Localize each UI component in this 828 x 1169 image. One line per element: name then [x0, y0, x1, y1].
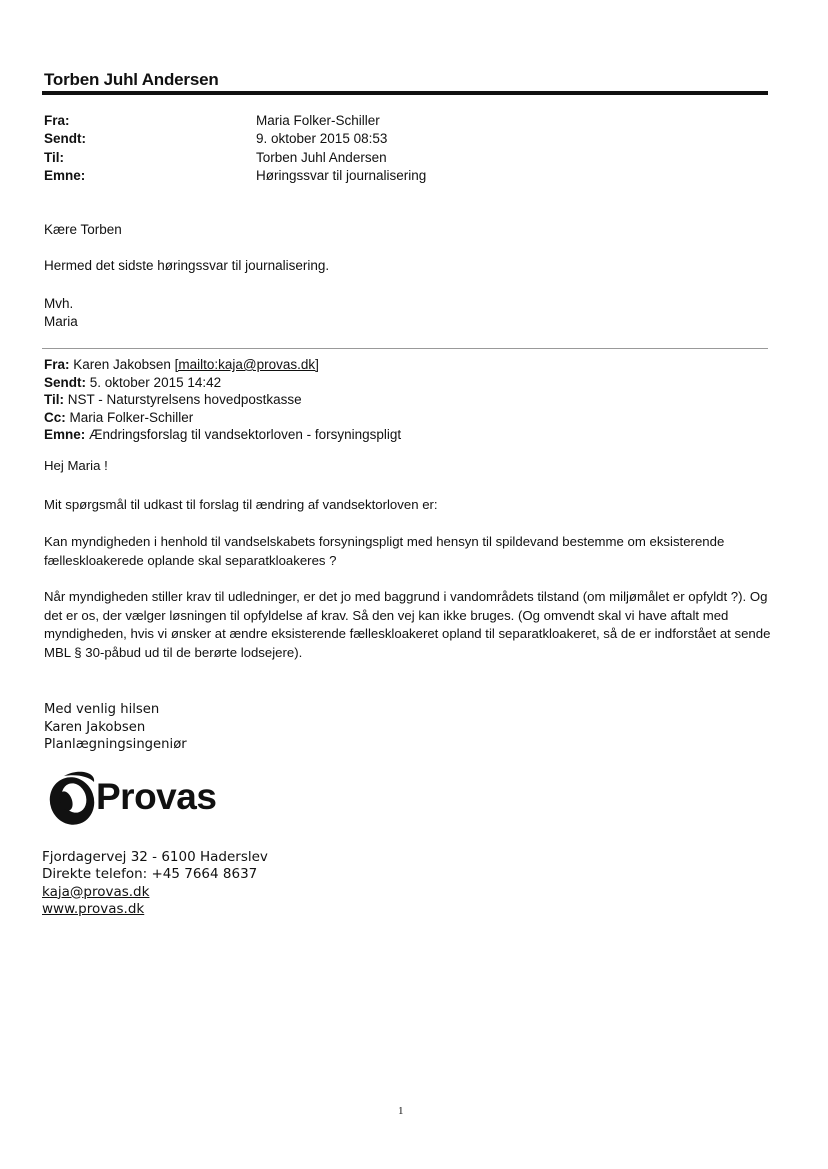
header-key: Emne: [44, 167, 86, 183]
header-value: Torben Juhl Andersen [256, 149, 387, 165]
message-greeting: Hej Maria ! [44, 458, 108, 473]
signature-line3: Planlægningsingeniør [44, 737, 187, 752]
fwd-from-value: Karen Jakobsen [73, 357, 171, 372]
contact-block [42, 849, 268, 918]
header-row-sent [44, 130, 426, 148]
fwd-subject-label: Emne: [44, 427, 86, 442]
reply-line: Hermed det sidste høringssvar til journalisering. [44, 258, 330, 273]
fwd-to-label: Til: [44, 392, 64, 407]
header-row-from [44, 112, 426, 130]
header-row-subject [44, 167, 426, 185]
message-intro: Mit spørgsmål til udkast til forslag til ændring af vandsektorloven er: [44, 497, 438, 512]
fwd-cc-row [44, 409, 401, 427]
fwd-cc-label: Cc: [44, 409, 66, 425]
fwd-to-row [44, 391, 401, 409]
header-value: Høringssvar til journalisering [256, 167, 427, 183]
fwd-subject-value: Ændringsforslag til vandsektorloven - forsyningspligt [89, 427, 402, 442]
header-key: Til: [44, 149, 64, 165]
header-key: Fra: [44, 113, 70, 128]
reply-name: Maria [44, 314, 78, 329]
message-paragraph: Når myndigheden stiller krav til udledninger, er det jo med baggrund i vandområdets tilstand (om miljømålet er opfyldt ?). Og det er os, der vælger løsningen til opfyldelse af krav. Så den vej kan ikke bruges. (Og omvendt skal vi have aftalt med myndigheden, hvis vi ønsker at ændre eksisterende fælleskloakeret opland til separatkloakeret, så de er indforstået at sende MBL § 30-påbud ud til de berørte lodsejere). [44, 589, 771, 660]
fwd-from-label: Fra: [44, 357, 70, 372]
fwd-sent-value: 5. oktober 2015 14:42 [89, 374, 222, 390]
forward-separator [42, 348, 768, 349]
header-row-to [44, 149, 426, 167]
fwd-subject-row [44, 426, 401, 444]
forwarded-header [44, 356, 401, 444]
signature-line2: Karen Jakobsen [44, 719, 146, 735]
header-value: 9. oktober 2015 08:53 [256, 131, 388, 147]
header-value: Maria Folker-Schiller [256, 113, 380, 128]
document-title: Torben Juhl Andersen [44, 70, 219, 89]
page-number: 1 [398, 1105, 404, 1117]
fwd-mailto-link[interactable]: [mailto:kaja@provas.dk] [174, 357, 319, 372]
contact-address: Fjordagervej 32 - 6100 Haderslev [42, 849, 268, 865]
fwd-sent-row [44, 374, 401, 392]
contact-web-link[interactable]: www.provas.dk [42, 900, 145, 917]
signature-line1: Med venlig hilsen [44, 702, 160, 717]
fwd-to-value: NST - Naturstyrelsens hovedpostkasse [67, 392, 302, 407]
contact-email-link[interactable]: kaja@provas.dk [42, 883, 150, 900]
title-rule [42, 91, 768, 95]
reply-closing: Mvh. [44, 296, 74, 311]
header-key: Sendt: [44, 131, 86, 147]
signature [44, 701, 187, 754]
email-header [44, 112, 426, 185]
message-question: Kan myndigheden i henhold til vandselskabets forsyningspligt med hensyn til spildevand bestemme om eksisterende fælleskloakerede oplande skal separatkloakeres ? [44, 534, 725, 568]
contact-phone: Direkte telefon: +45 7664 8637 [42, 866, 258, 883]
fwd-from-row [44, 356, 401, 374]
provas-logo-text: Provas [96, 776, 217, 817]
fwd-sent-label: Sendt: [44, 374, 86, 390]
reply-greeting: Kære Torben [44, 222, 122, 237]
fwd-cc-value: Maria Folker-Schiller [69, 409, 194, 425]
